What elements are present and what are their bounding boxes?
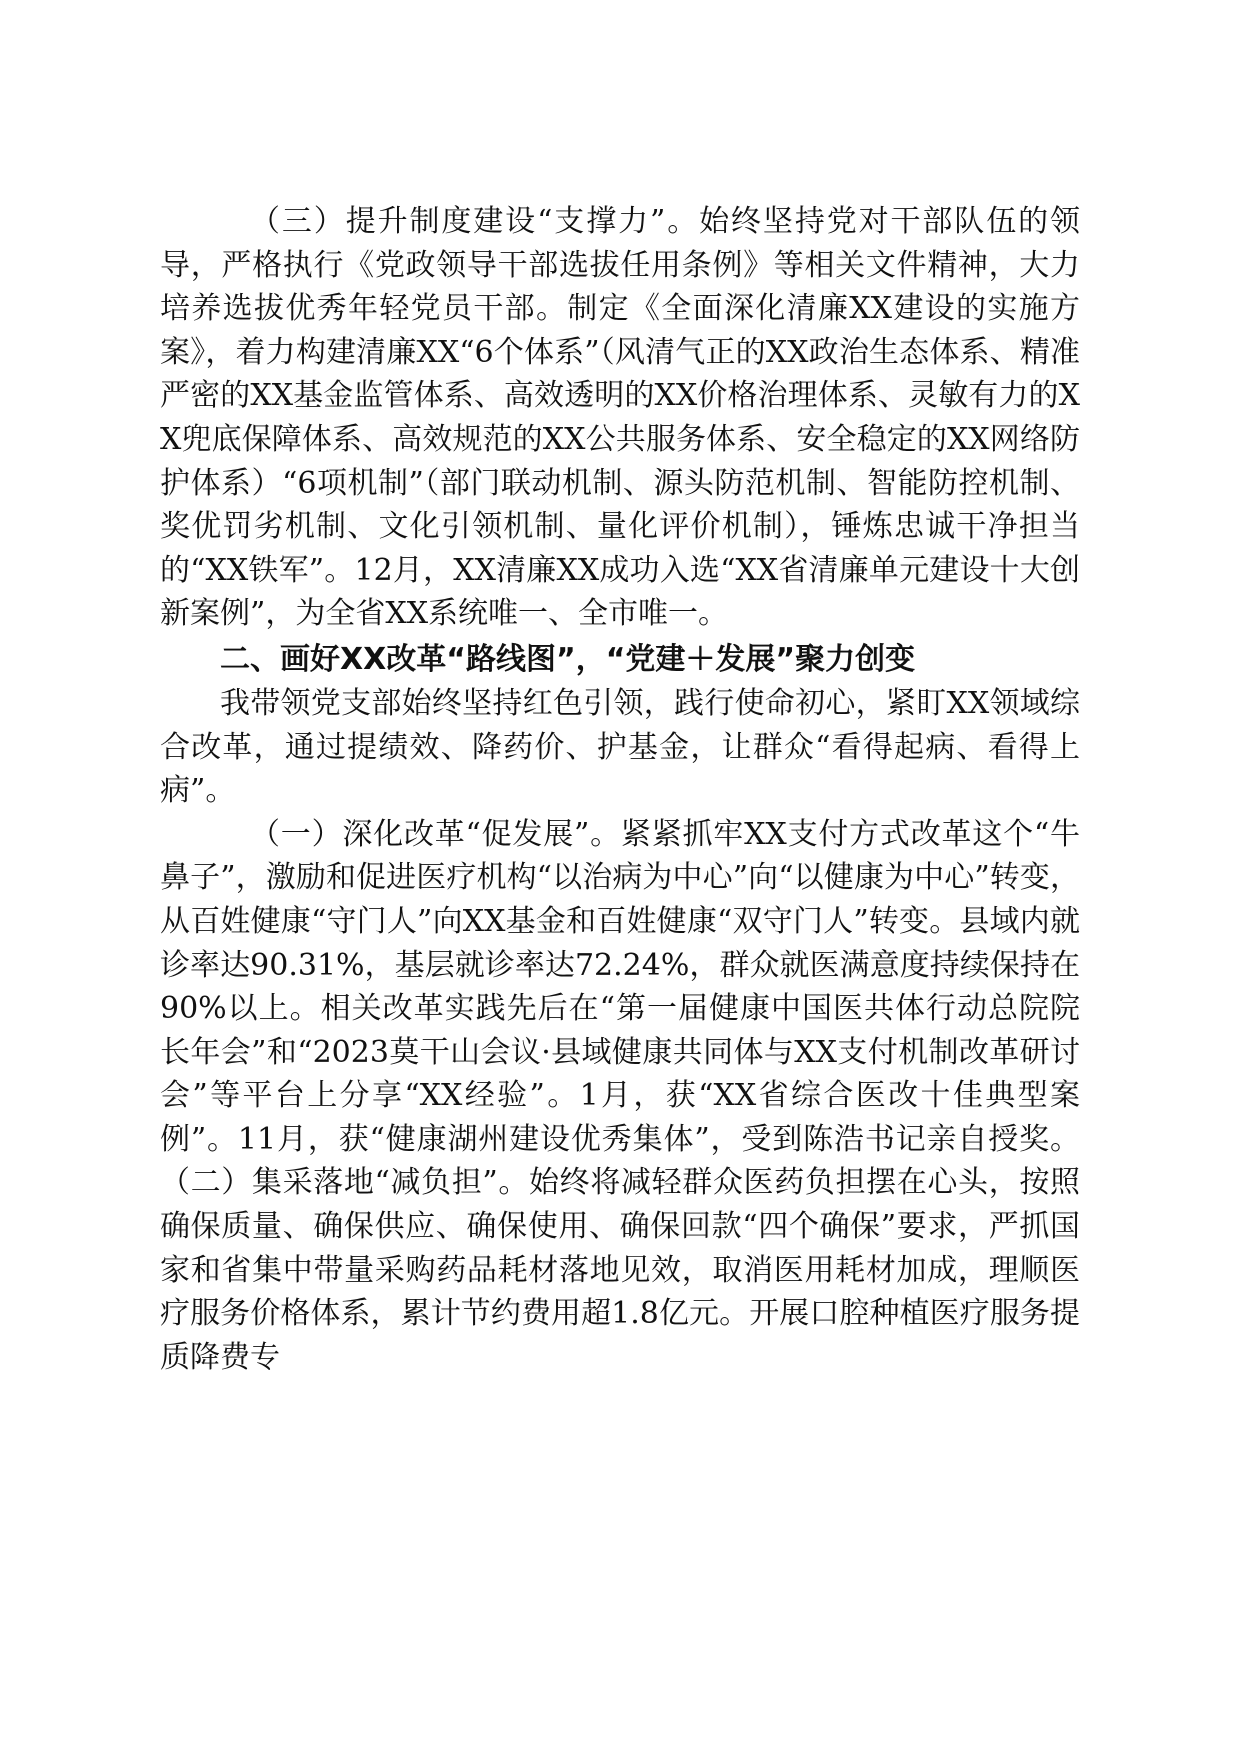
document-page <box>160 200 1080 1379</box>
paragraph-institution-building: （三）提升制度建设“支撑力”。始终坚持党对干部队伍的领导，严格执行《党政领导干部选拔任用条例》等相关文件精神，大力培养选拔优秀年轻党员干部。制定《全面深化清廉XX建设的实施方案》，着力构建清廉XX“6个体系”（风清气正的XX政治生态体系、精准严密的XX基金监管体系、高效透明的XX价格治理体系、灵敏有力的XX兜底保障体系、高效规范的XX公共服务体系、安全稳定的XX网络防护体系）“6项机制”（部门联动机制、源头防范机制、智能防控机制、奖优罚劣机制、文化引领机制、量化评价机制），锤炼忠诚干净担当的“XX铁军”。12月，XX清廉XX成功入选“XX省清廉单元建设十大创新案例”，为全省XX系统唯一、全市唯一。 <box>160 204 1080 632</box>
paragraph-reform-intro: 我带领党支部始终坚持红色引领，践行使命初心，紧盯XX领域综合改革，通过提绩效、降药价、护基金，让群众“看得起病、看得上病”。 <box>160 685 1080 809</box>
section-heading-reform-roadmap: 二、画好XX改革“路线图”，“党建＋发展”聚力创变 <box>220 641 916 677</box>
paragraph-deepen-reform: （一）深化改革“促发展”。紧紧抓牢XX支付方式改革这个“牛鼻子”，激励和促进医疗机构“以治病为中心”向“以健康为中心”转变，从百姓健康“守门人”向XX基金和百姓健康“双守门人”转变。县域内就诊率达90.31%，基层就诊率达72.24%，群众就医满意度持续保持在90%以上。相关改革实践先后在“第一届健康中国医共体行动总院院长年会”和“2023莫干山会议·县域健康共同体与XX支付机制改革研讨会”等平台上分享“XX经验”。1月，获“XX省综合医改十佳典型案例”。11月，获“健康湖州建设优秀集体”，受到陈浩书记亲自授奖。（二）集采落地“减负担”。始终将减轻群众医药负担摆在心头，按照确保质量、确保供应、确保使用、确保回款“四个确保”要求，严抓国家和省集中带量采购药品耗材落地见效，取消医用耗材加成，理顺医疗服务价格体系，累计节约费用超1.8亿元。开展口腔种植医疗服务提质降费专 <box>160 816 1080 1375</box>
